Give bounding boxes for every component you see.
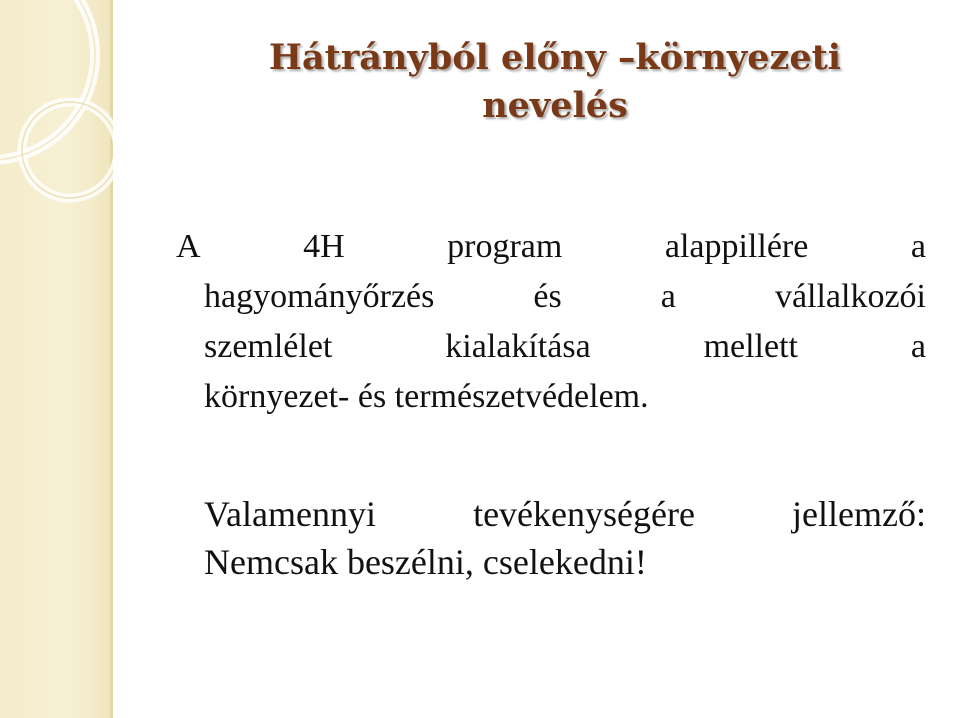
paragraph2-line-2 — [204, 538, 926, 586]
word: a — [660, 278, 676, 315]
word: program — [447, 228, 563, 265]
slide-title — [210, 34, 900, 130]
decorative-circles-icon — [0, 0, 113, 260]
line-text: Nemcsak beszélni, cselekedni! — [204, 542, 647, 582]
word: a — [910, 228, 926, 265]
word: a — [910, 328, 926, 365]
word: szemlélet — [204, 328, 333, 365]
title-line-1: Hátrányból előny –környezeti — [268, 37, 842, 78]
word: jellemző: — [792, 494, 926, 534]
paragraph1-line-3 — [176, 322, 926, 372]
word: 4H — [303, 228, 345, 265]
paragraph-motto — [204, 490, 926, 586]
paragraph1-line-4 — [176, 372, 926, 422]
paragraph1-line-1 — [176, 222, 926, 272]
title-line-2: nevelés — [482, 85, 628, 126]
word: kialakítása — [445, 328, 591, 365]
paragraph2-line-1 — [204, 490, 926, 538]
word: és — [533, 278, 562, 315]
word: Valamennyi — [204, 494, 376, 534]
word: mellett — [703, 328, 798, 365]
word: vállalkozói — [774, 278, 926, 315]
word: tevékenységére — [473, 494, 695, 534]
paragraph-program — [176, 222, 926, 422]
paragraph1-line-2 — [176, 272, 926, 322]
word: alappillére — [664, 228, 809, 265]
word: A — [176, 228, 201, 265]
line-text: környezet- és természetvédelem. — [204, 378, 649, 415]
word: hagyományőrzés — [204, 278, 435, 315]
